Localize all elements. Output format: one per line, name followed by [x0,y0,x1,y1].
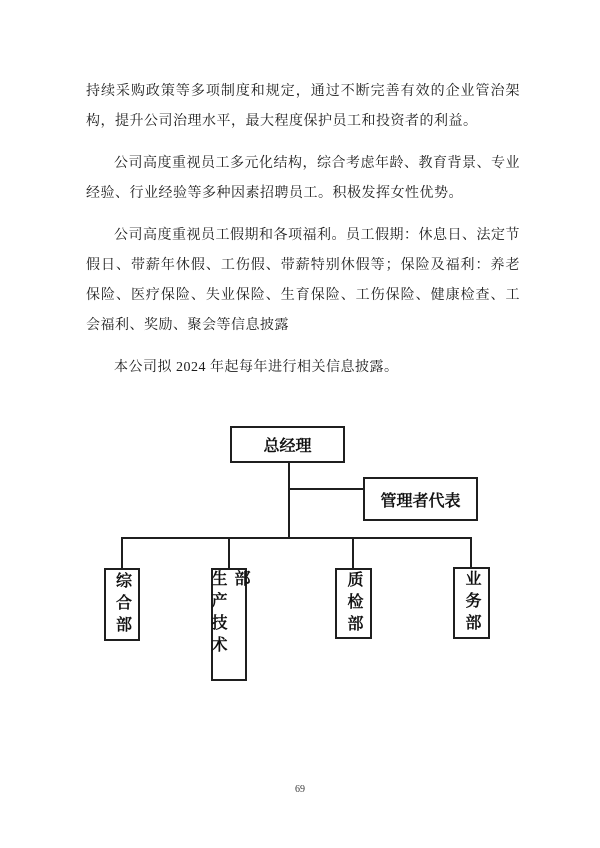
connector-branch-line [121,537,472,539]
org-box-general-manager: 总经理 [230,426,345,463]
org-box-general-affairs-dept: 综合部 [104,568,140,641]
paragraph-diversity: 公司高度重视员工多元化结构，综合考虑年龄、教育背景、专业经验、行业经验等多种因素招聘员工。积极发挥女性优势。 [86,156,520,201]
connector-representative-line [289,488,363,490]
paragraph-benefits: 公司高度重视员工假期和各项福利。员工假期：休息日、法定节假日、带薪年休假、工伤假、带薪特别休假等；保险及福利：养老保险、医疗保险、失业保险、生育保险、工伤保险、健康检查、工会福利、奖励、聚会等信息披露 [86,228,520,333]
connector-drop-line-2 [228,537,230,568]
connector-drop-line-1 [121,537,123,568]
connector-drop-line-3 [352,537,354,568]
paragraph-governance: 持续采购政策等多项制度和规定，通过不断完善有效的企业管治架构，提升公司治理水平，最大程度保护员工和投资者的利益。 [86,84,520,129]
org-box-production-technology-dept: 生产技术部 [211,568,247,681]
page-number: 69 [295,784,305,795]
org-box-management-representative: 管理者代表 [363,477,478,521]
connector-trunk-line [288,463,290,538]
paragraph-disclosure: 本公司拟 2024 年起每年进行相关信息披露。 [114,360,399,375]
org-box-quality-inspection-dept: 质检部 [335,568,372,639]
org-box-business-dept: 业务部 [453,567,490,639]
connector-drop-line-4 [470,537,472,568]
